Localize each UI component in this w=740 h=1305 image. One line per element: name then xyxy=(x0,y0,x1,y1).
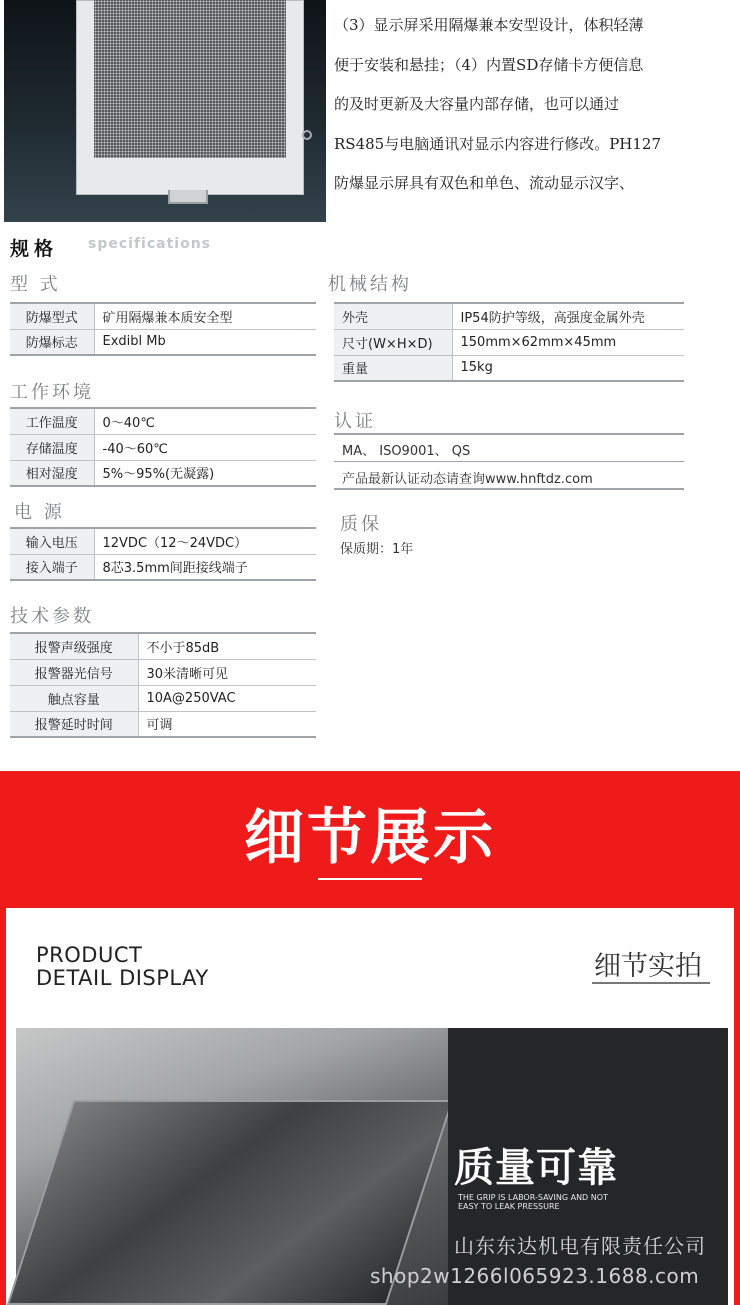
panel-knob xyxy=(302,130,312,140)
type-header: 型 式 xyxy=(10,274,61,295)
warranty-text: 保质期：1年 xyxy=(340,542,414,557)
table-value: IP54防护等级，高强度金属外壳 xyxy=(452,303,684,329)
intro-line: 便于安装和悬挂；（4）内置SD存储卡方便信息 xyxy=(334,55,644,74)
intro-line: RS485与电脑通讯对显示内容进行修改。PH127 xyxy=(334,134,662,153)
table-key: 接入端子 xyxy=(10,554,94,580)
panel-handle xyxy=(168,190,208,204)
table-row xyxy=(10,659,316,685)
env-header: 工作环境 xyxy=(10,382,94,403)
en-line: PRODUCT xyxy=(36,943,143,967)
warranty-header: 质保 xyxy=(340,514,382,535)
table-value: 可调 xyxy=(138,711,316,737)
power-table xyxy=(10,527,316,581)
divider xyxy=(334,461,684,462)
detail-label: 细节实拍 xyxy=(594,951,702,982)
table-value: 15kg xyxy=(452,355,684,381)
table-value: Exdibl Mb xyxy=(94,329,316,355)
table-row xyxy=(10,329,316,355)
intro-line: 的及时更新及大容量内部存储，也可以通过 xyxy=(334,95,620,114)
banner-title: 细节展示 xyxy=(244,803,496,873)
led-matrix xyxy=(94,0,286,158)
tech-header: 技术参数 xyxy=(10,606,94,627)
table-key: 报警器光信号 xyxy=(10,659,138,685)
en-line: DETAIL DISPLAY xyxy=(36,966,209,990)
cert-header: 认证 xyxy=(334,411,376,432)
type-table xyxy=(10,302,316,356)
env-table xyxy=(10,407,316,487)
table-key: 防爆标志 xyxy=(10,329,94,355)
intro-text xyxy=(334,6,720,204)
table-row xyxy=(334,355,684,381)
grip-caption xyxy=(458,1193,638,1211)
table-value: 0～40℃ xyxy=(94,408,316,434)
divider xyxy=(334,488,684,490)
detail-en-title xyxy=(36,944,209,990)
table-key: 存储温度 xyxy=(10,434,94,460)
table-key: 防爆型式 xyxy=(10,303,94,329)
table-row xyxy=(334,303,684,329)
table-row xyxy=(10,408,316,434)
power-header: 电 源 xyxy=(14,502,65,523)
table-row xyxy=(10,528,316,554)
divider xyxy=(334,433,684,435)
table-row xyxy=(10,685,316,711)
table-value: 10A@250VAC xyxy=(138,685,316,711)
table-row xyxy=(10,434,316,460)
quality-title: 质量可靠 xyxy=(454,1145,618,1191)
detail-label-underline xyxy=(592,982,710,984)
grip-line: EASY TO LEAK PRESSURE xyxy=(458,1202,560,1211)
grip-line: THE GRIP IS LABOR-SAVING AND NOT xyxy=(458,1193,608,1202)
tech-table xyxy=(10,632,316,738)
table-row xyxy=(10,711,316,737)
table-value: 矿用隔爆兼本质安全型 xyxy=(94,303,316,329)
cert-list: MA、 ISO9001、 QS xyxy=(342,444,471,459)
table-key: 报警延时时间 xyxy=(10,711,138,737)
table-key: 外壳 xyxy=(334,303,452,329)
table-key: 报警声级强度 xyxy=(10,633,138,659)
table-key: 输入电压 xyxy=(10,528,94,554)
shop-url-watermark: shop2w1266l065923.1688.com xyxy=(370,1264,700,1288)
table-value: 8芯3.5mm间距接线端子 xyxy=(94,554,316,580)
table-row xyxy=(10,303,316,329)
table-value: 不小于85dB xyxy=(138,633,316,659)
table-row xyxy=(10,554,316,580)
table-value: 12VDC（12～24VDC） xyxy=(94,528,316,554)
spec-subtitle: specifications xyxy=(88,236,211,252)
table-key: 触点容量 xyxy=(10,685,138,711)
mech-table xyxy=(334,302,684,382)
table-key: 重量 xyxy=(334,355,452,381)
spec-title: 规格 xyxy=(10,238,59,260)
table-value: 150mm×62mm×45mm xyxy=(452,329,684,355)
table-key: 工作温度 xyxy=(10,408,94,434)
mech-header: 机械结构 xyxy=(328,274,412,295)
table-row xyxy=(10,633,316,659)
table-row xyxy=(10,460,316,486)
intro-line: 防爆显示屏具有双色和单色、流动显示汉字、 xyxy=(334,174,635,193)
banner-underline xyxy=(318,878,422,880)
cert-query: 产品最新认证动态请查询www.hnftdz.com xyxy=(342,472,593,487)
intro-line: （3）显示屏采用隔爆兼本安型设计，体积轻薄 xyxy=(334,16,644,34)
table-key: 相对湿度 xyxy=(10,460,94,486)
table-value: 30米清晰可见 xyxy=(138,659,316,685)
table-key: 尺寸(W×H×D) xyxy=(334,329,452,355)
table-value: 5%～95%(无凝露) xyxy=(94,460,316,486)
table-value: -40～60℃ xyxy=(94,434,316,460)
company-watermark: 山东东达机电有限责任公司 xyxy=(454,1234,706,1258)
table-row xyxy=(334,329,684,355)
